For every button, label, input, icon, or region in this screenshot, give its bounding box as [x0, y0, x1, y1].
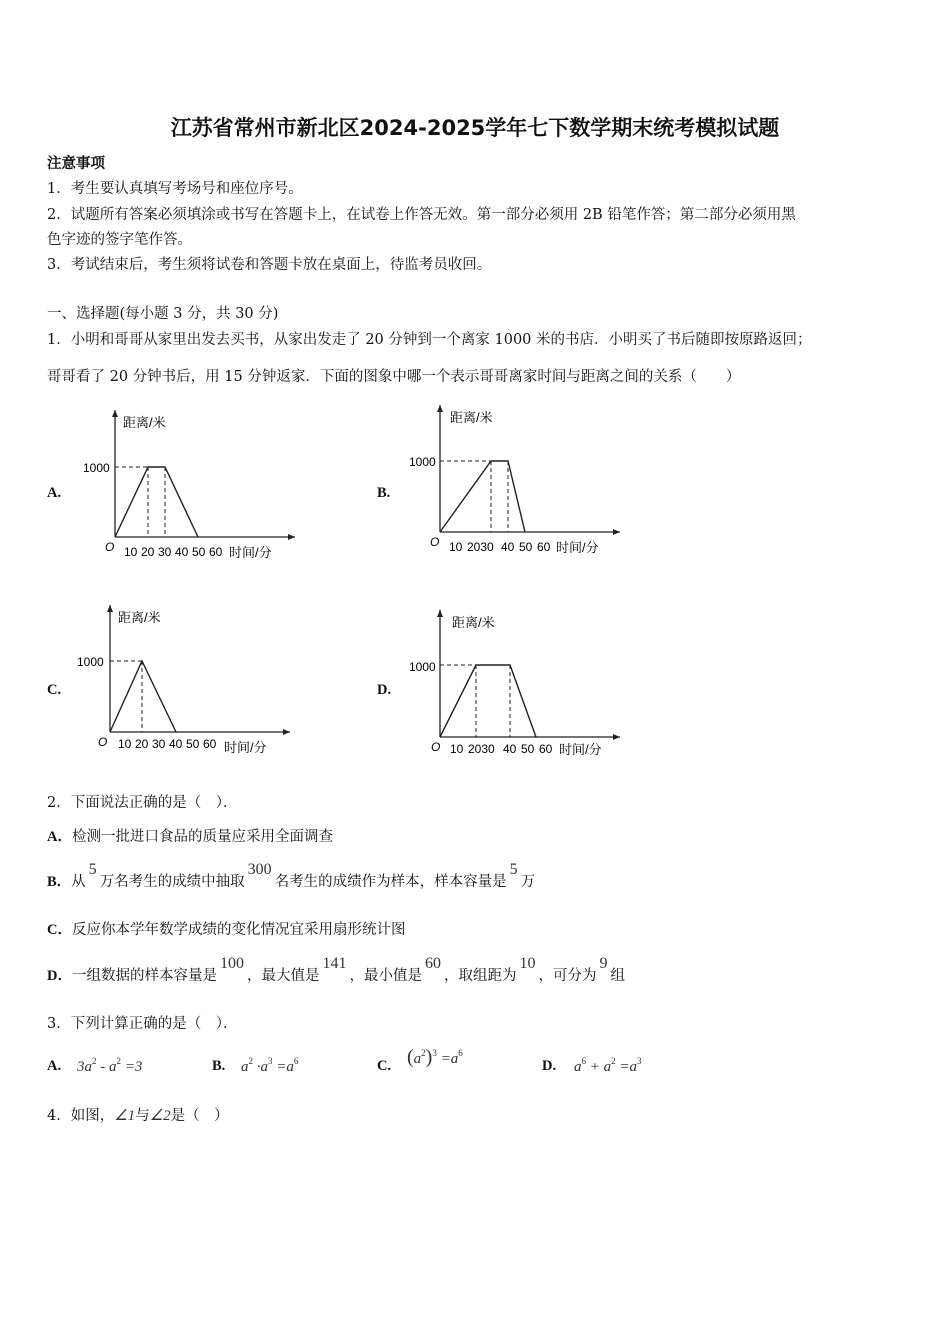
graph-a-xtick-60: 60 — [209, 545, 223, 559]
graph-b-svg — [409, 400, 620, 565]
graph-c-xtick-30: 30 — [152, 737, 166, 751]
q2-option-d-n1: 100 — [219, 955, 244, 972]
q3-option-b-letter[interactable]: B. — [212, 1058, 226, 1074]
graph-d-xtick-60: 60 — [539, 742, 553, 756]
graph-a-svg — [83, 405, 295, 565]
graph-d-xtick-50: 50 — [521, 742, 535, 756]
q2-stem: 2．下面说法正确的是（ ）． — [47, 795, 238, 811]
graph-b-xtick-2030: 2030 — [467, 540, 494, 554]
q2-option-b-t4: 万 — [520, 874, 536, 890]
q2-option-a[interactable] — [47, 825, 333, 846]
q2-option-b[interactable] — [47, 861, 536, 891]
q2-option-b-n2: 300 — [247, 861, 272, 878]
notice-item-2: 2．试题所有答案必须填涂或书写在答题卡上，在试卷上作答无效。第一部分必须用 2B 铅笔作答；第二部分必须用黑 — [47, 207, 796, 223]
graph-a-xtick-50: 50 — [192, 545, 206, 559]
q2-option-d-letter: D． — [47, 968, 72, 984]
graph-b-xtick-50: 50 — [519, 540, 533, 554]
q2-option-d-t6: 组 — [610, 968, 625, 984]
q2-option-d-n2: 141 — [322, 955, 347, 972]
q4-stem-mid: 与 — [135, 1108, 150, 1124]
notice-item-1: 1．考生要认真填写考场号和座位序号。 — [47, 181, 303, 197]
q2-option-d-t4: ，取组距为 — [443, 968, 517, 984]
q3-option-a-letter[interactable]: A. — [47, 1058, 62, 1074]
q2-option-d-n4: 10 — [519, 955, 536, 972]
graph-c-xtick-50: 50 — [186, 737, 200, 751]
q2-option-d-t5: ，可分为 — [538, 968, 597, 984]
graph-d-ytick: 1000 — [409, 660, 436, 674]
q3-option-c-formula: $(a^2)^3 =a^6$ — [407, 1046, 463, 1068]
notice-item-2-cont: 色字迹的签字笔作答。 — [47, 232, 192, 248]
q3-option-a-formula: $3a^2 - a^2 =3$ — [77, 1056, 143, 1075]
graph-a-origin: O — [105, 540, 115, 554]
graph-b-ytick: 1000 — [409, 455, 436, 469]
graph-d-xtick-2030: 2030 — [468, 742, 495, 756]
q2-option-d[interactable] — [47, 955, 625, 985]
graph-b-origin: O — [430, 535, 440, 549]
graph-b-ylabel: 距离/米 — [450, 410, 493, 425]
graph-a-line — [115, 467, 198, 537]
graph-b-xlabel: 时间/分 — [556, 540, 599, 555]
q2-option-d-t2: ，最大值是 — [246, 968, 320, 984]
q1-graph-a — [83, 405, 295, 569]
section-heading: 一、选择题(每小题 3 分，共 30 分) — [47, 306, 279, 322]
q4-stem-a: 4．如图， — [47, 1108, 115, 1124]
graph-d-line — [440, 665, 536, 737]
q1-graph-b — [409, 400, 620, 569]
graph-a-xlabel: 时间/分 — [229, 545, 272, 560]
graph-a-xtick-10: 10 — [124, 545, 138, 559]
graph-b-xtick-10: 10 — [449, 540, 463, 554]
q4-angle-2: ∠2 — [149, 1108, 171, 1124]
graph-c-xtick-60: 60 — [203, 737, 217, 751]
q1-option-a-letter[interactable]: A. — [47, 485, 62, 501]
q2-option-b-n1: 5 — [88, 861, 97, 878]
graph-c-ylabel: 距离/米 — [118, 610, 161, 625]
q2-option-a-letter: A． — [47, 829, 72, 845]
q3-stem: 3．下列计算正确的是（ ）． — [47, 1016, 238, 1032]
graph-c-origin: O — [98, 735, 108, 749]
page-title: 江苏省常州市新北区2024-2025学年七下数学期末统考模拟试题 — [170, 116, 780, 140]
q3-option-b-formula: $a^2 \cdot a^3 =a^6$ — [241, 1056, 299, 1075]
q2-option-c[interactable] — [47, 918, 405, 939]
q2-option-d-n5: 9 — [599, 955, 608, 972]
graph-b-xtick-60: 60 — [537, 540, 551, 554]
graph-b-line — [440, 461, 525, 532]
graph-c-xtick-40: 40 — [169, 737, 183, 751]
q3-option-d-formula: $a^6 + a^2 =a^3$ — [574, 1056, 642, 1075]
graph-c-xtick-10: 10 — [118, 737, 132, 751]
notice-heading: 注意事项 — [47, 155, 105, 172]
graph-d-xlabel: 时间/分 — [559, 742, 602, 757]
q1-option-c-letter[interactable]: C. — [47, 682, 62, 698]
graph-a-ylabel: 距离/米 — [123, 415, 166, 430]
q2-option-c-text: 反应你本学年数学成绩的变化情况宜采用扇形统计图 — [71, 922, 406, 938]
notice-item-3: 3．考试结束后，考生须将试卷和答题卡放在桌面上，待监考员收回。 — [47, 257, 492, 273]
q2-option-d-t1: 一组数据的样本容量是 — [71, 968, 217, 984]
graph-c-ytick: 1000 — [77, 655, 104, 669]
q1-option-d-letter[interactable]: D. — [377, 682, 392, 698]
graph-c-svg — [77, 600, 290, 760]
q1-graph-c — [77, 600, 290, 764]
q2-option-b-t1: 从 — [71, 874, 86, 890]
graph-a-xtick-20: 20 — [141, 545, 155, 559]
graph-d-svg — [409, 605, 620, 765]
graph-d-xtick-10: 10 — [450, 742, 464, 756]
q3-option-d-letter[interactable]: D. — [542, 1058, 557, 1074]
graph-d-origin: O — [431, 740, 441, 754]
q4-stem — [47, 1104, 229, 1125]
q1-option-b-letter[interactable]: B. — [377, 485, 391, 501]
graph-c-line — [110, 661, 176, 732]
graph-a-xtick-40: 40 — [175, 545, 189, 559]
q4-angle-1: ∠1 — [114, 1108, 136, 1124]
graph-a-ytick: 1000 — [83, 461, 110, 475]
q2-option-b-n3: 5 — [509, 861, 518, 878]
q2-option-b-letter: B． — [47, 874, 72, 890]
q2-option-b-t3: 名考生的成绩作为样本，样本容量是 — [274, 874, 507, 890]
graph-a-xtick-30: 30 — [158, 545, 172, 559]
q1-stem-line1: 1．小明和哥哥从家里出发去买书，从家出发走了 20 分钟到一个离家 1000 米的书店．小明买了书后随即按原路返回； — [47, 332, 812, 348]
q2-option-a-text: 检测一批进口食品的质量应采用全面调查 — [71, 829, 333, 845]
graph-c-xlabel: 时间/分 — [224, 740, 267, 755]
q2-option-b-t2: 万名考生的成绩中抽取 — [99, 874, 245, 890]
q2-option-d-t3: ，最小值是 — [349, 968, 422, 984]
graph-c-xtick-20: 20 — [135, 737, 149, 751]
q4-stem-b: 是（ ） — [170, 1108, 229, 1124]
q2-option-c-letter: C． — [47, 922, 72, 938]
q2-option-d-n3: 60 — [424, 955, 441, 972]
graph-d-xtick-40: 40 — [503, 742, 517, 756]
graph-b-xtick-40: 40 — [501, 540, 515, 554]
q3-option-c-letter[interactable]: C. — [377, 1058, 392, 1074]
graph-d-ylabel: 距离/米 — [452, 615, 495, 630]
q1-stem-line2: 哥哥看了 20 分钟书后，用 15 分钟返家．下面的图象中哪一个表示哥哥离家时间与距离之间的关系（ ） — [47, 369, 741, 385]
q1-graph-d — [409, 605, 620, 769]
